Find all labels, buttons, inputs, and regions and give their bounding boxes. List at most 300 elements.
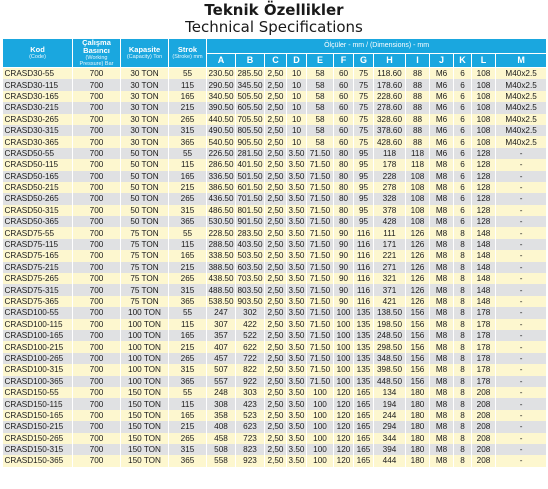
table-cell: 2,50 xyxy=(265,376,287,387)
table-cell: 135 xyxy=(354,319,374,330)
table-cell: 2,50 xyxy=(265,148,287,159)
table-cell: 88 xyxy=(406,68,430,80)
header-dimensions: Ölçüler - mm / (Dimensions) - mm xyxy=(207,39,547,54)
table-cell: 3.50 xyxy=(287,341,307,352)
table-cell: 2,50 xyxy=(265,421,287,432)
table-cell: 71.50 xyxy=(307,216,334,227)
table-cell: 328 xyxy=(374,193,406,204)
table-cell: 55 xyxy=(169,68,207,80)
table-cell: 2,50 xyxy=(265,364,287,375)
table-cell: 150 TON xyxy=(121,387,169,398)
table-cell: 6 xyxy=(454,68,472,80)
table-cell: 436.50 xyxy=(208,194,234,204)
table-cell: 3.50 xyxy=(287,193,307,204)
table-cell: 90 xyxy=(334,227,354,238)
table-cell: 365 xyxy=(169,455,207,466)
table-cell: 444 xyxy=(374,455,406,466)
table-cell: M8 xyxy=(430,284,454,295)
cell-code: CRASD75-265 xyxy=(3,273,73,284)
table-cell: 75 xyxy=(354,79,374,90)
table-cell: 128 xyxy=(472,205,496,216)
header-dim-letter: C xyxy=(265,54,287,68)
table-cell: 165 xyxy=(354,455,374,466)
table-cell: 8 xyxy=(454,364,472,375)
table-cell: 80 xyxy=(334,148,354,159)
table-cell: M8 xyxy=(430,307,454,318)
table-cell: 2,50 xyxy=(265,444,287,455)
table-cell: 194 xyxy=(374,398,406,409)
table-cell: 226.50 xyxy=(208,148,234,158)
table-cell: 2,50 xyxy=(265,341,287,352)
table-cell: 8 xyxy=(454,398,472,409)
table-cell: - xyxy=(496,341,547,352)
table-cell: 108 xyxy=(472,125,496,136)
table-row xyxy=(3,239,547,250)
table-cell: M8 xyxy=(430,171,454,182)
table-cell: 486.50 xyxy=(208,205,234,215)
table-cell: 180 xyxy=(406,410,430,421)
table-cell: 703.50 xyxy=(237,274,263,284)
table-cell: - xyxy=(496,387,547,398)
header-dim-letter: F xyxy=(334,54,354,68)
table-cell: 281.50 xyxy=(237,148,263,158)
table-cell: 700 xyxy=(73,376,121,387)
table-cell: 428 xyxy=(374,216,406,227)
table-cell: 623 xyxy=(236,421,265,432)
table-row xyxy=(3,262,547,273)
table-cell: 116 xyxy=(354,227,374,238)
table-cell: 265 xyxy=(169,353,207,364)
table-cell: 71.50 xyxy=(307,159,334,170)
table-cell: 700 xyxy=(73,433,121,444)
table-cell: 100 TON xyxy=(121,341,169,352)
table-cell: 178 xyxy=(472,330,496,341)
table-cell: M8 xyxy=(430,444,454,455)
table-cell: 3.50 xyxy=(287,262,307,273)
table-cell: - xyxy=(496,171,547,182)
table-cell: 148 xyxy=(472,296,496,307)
table-cell: 2,50 xyxy=(265,182,287,193)
table-row xyxy=(3,353,547,364)
table-cell: M40x2.5 xyxy=(496,68,547,80)
table-cell: 2,50 xyxy=(265,68,287,80)
table-cell: 700 xyxy=(73,262,121,273)
cell-code: CRASD50-365 xyxy=(3,216,73,227)
header-dim-letter: E xyxy=(307,54,334,68)
table-cell: 338.50 xyxy=(208,251,234,261)
header-dim-letter: L xyxy=(472,54,496,68)
table-cell: 156 xyxy=(406,341,430,352)
table-cell: 345.50 xyxy=(237,80,263,90)
table-cell: M40x2.5 xyxy=(496,102,547,113)
table-cell: 75 TON xyxy=(121,239,169,250)
table-cell: 700 xyxy=(73,114,121,125)
header-dim-letter: J xyxy=(430,54,454,68)
table-cell: 88 xyxy=(406,125,430,136)
table-cell: M8 xyxy=(430,262,454,273)
table-cell: 247 xyxy=(207,307,236,318)
table-cell: 180 xyxy=(406,433,430,444)
table-cell: 100 TON xyxy=(121,353,169,364)
table-cell: 148 xyxy=(472,227,496,238)
table-row xyxy=(3,273,547,284)
table-cell: 156 xyxy=(406,319,430,330)
table-cell: 6 xyxy=(454,79,472,90)
table-cell: 523 xyxy=(236,410,265,421)
table-cell: 348.50 xyxy=(374,353,406,364)
table-cell: M8 xyxy=(430,455,454,466)
table-cell: 156 xyxy=(406,353,430,364)
table-cell: 50 TON xyxy=(121,216,169,227)
table-cell: 100 TON xyxy=(121,376,169,387)
table-cell: 2,50 xyxy=(265,319,287,330)
table-cell: 180 xyxy=(406,421,430,432)
table-cell: 208 xyxy=(472,455,496,466)
table-cell: 116 xyxy=(354,284,374,295)
table-cell: 923 xyxy=(236,455,265,466)
table-cell: 6 xyxy=(454,182,472,193)
table-cell: M8 xyxy=(430,410,454,421)
table-cell: 55 xyxy=(169,227,207,238)
table-cell: 538.50 xyxy=(208,297,234,306)
table-cell: 100 xyxy=(307,444,334,455)
table-cell: 700 xyxy=(73,205,121,216)
table-cell: 60 xyxy=(334,68,354,80)
table-cell: 2,50 xyxy=(265,193,287,204)
table-cell: 2,50 xyxy=(265,114,287,125)
table-row xyxy=(3,136,547,147)
table-row xyxy=(3,364,547,375)
cell-code: CRASD50-315 xyxy=(3,205,73,216)
table-cell: 700 xyxy=(73,421,121,432)
table-cell: M6 xyxy=(430,68,454,80)
table-cell: 115 xyxy=(169,319,207,330)
table-cell: 388.50 xyxy=(208,262,234,272)
table-cell: 126 xyxy=(406,262,430,273)
table-row xyxy=(3,171,547,182)
table-cell: M8 xyxy=(430,319,454,330)
table-cell: 80 xyxy=(334,182,354,193)
table-cell: M40x2.5 xyxy=(496,91,547,102)
table-cell: 315 xyxy=(169,125,207,136)
table-cell: - xyxy=(496,444,547,455)
table-cell: 71.50 xyxy=(307,330,334,341)
table-cell: 71.50 xyxy=(307,341,334,352)
table-cell: 88 xyxy=(406,102,430,113)
table-cell: 215 xyxy=(169,102,207,113)
table-cell: 55 xyxy=(169,387,207,398)
table-cell: 328.60 xyxy=(374,114,406,125)
table-cell: 501.50 xyxy=(237,171,263,181)
table-cell: 95 xyxy=(354,148,374,159)
table-cell: 126 xyxy=(406,239,430,250)
table-cell: 100 xyxy=(334,330,354,341)
table-cell: 357 xyxy=(207,330,236,341)
table-cell: 108 xyxy=(472,68,496,80)
table-cell: 8 xyxy=(454,250,472,261)
table-cell: 6 xyxy=(454,136,472,147)
table-cell: 71.50 xyxy=(307,250,334,261)
table-row xyxy=(3,330,547,341)
table-cell: 540.50 xyxy=(208,137,234,147)
table-cell: 71.50 xyxy=(307,148,334,159)
cell-code: CRASD30-165 xyxy=(3,91,73,102)
table-cell: 126 xyxy=(406,296,430,307)
table-cell: 403.50 xyxy=(237,240,263,250)
table-cell: 244 xyxy=(374,410,406,421)
table-cell: 302 xyxy=(236,307,265,318)
table-cell: 605.50 xyxy=(237,103,263,113)
table-cell: 228.50 xyxy=(208,228,234,238)
table-cell: 90 xyxy=(334,239,354,250)
table-cell: 100 xyxy=(307,421,334,432)
table-cell: 215 xyxy=(169,421,207,432)
table-cell: 700 xyxy=(73,398,121,409)
table-cell: 50 TON xyxy=(121,171,169,182)
table-cell: 365 xyxy=(169,376,207,387)
table-cell: M8 xyxy=(430,216,454,227)
table-cell: 120 xyxy=(334,387,354,398)
table-cell: - xyxy=(496,205,547,216)
table-cell: 88 xyxy=(406,91,430,102)
table-cell: 3.50 xyxy=(287,227,307,238)
table-cell: 3.50 xyxy=(287,148,307,159)
table-cell: 135 xyxy=(354,376,374,387)
table-cell: 407 xyxy=(207,341,236,352)
table-cell: 700 xyxy=(73,273,121,284)
table-cell: 58 xyxy=(307,79,334,90)
cell-code: CRASD100-115 xyxy=(3,319,73,330)
title-block xyxy=(0,0,548,38)
table-row xyxy=(3,148,547,159)
table-row xyxy=(3,216,547,227)
table-cell: 705.50 xyxy=(237,114,263,124)
cell-code: CRASD100-315 xyxy=(3,364,73,375)
table-cell: 265 xyxy=(169,114,207,125)
table-cell: 150 TON xyxy=(121,398,169,409)
table-cell: 530.50 xyxy=(208,217,234,227)
table-cell: 115 xyxy=(169,398,207,409)
table-cell: 75 TON xyxy=(121,250,169,261)
table-cell: 10 xyxy=(287,114,307,125)
table-cell: 178 xyxy=(472,307,496,318)
table-cell: 80 xyxy=(334,193,354,204)
table-cell: 6 xyxy=(454,114,472,125)
table-cell: 215 xyxy=(169,341,207,352)
table-cell: 390.50 xyxy=(208,103,234,113)
table-row xyxy=(3,433,547,444)
table-cell: - xyxy=(496,364,547,375)
header-pressure: Çalışma Basıncı (Working Pressure) Bar xyxy=(73,39,121,68)
table-row xyxy=(3,376,547,387)
table-row xyxy=(3,227,547,238)
table-cell: 3.50 xyxy=(287,250,307,261)
table-cell: 135 xyxy=(354,364,374,375)
table-row xyxy=(3,284,547,295)
table-cell: 71.50 xyxy=(307,227,334,238)
table-cell: 2,50 xyxy=(265,330,287,341)
table-row xyxy=(3,398,547,409)
table-cell: 208 xyxy=(472,387,496,398)
table-cell: 490.50 xyxy=(208,126,234,136)
table-cell: 10 xyxy=(287,136,307,147)
table-cell: M8 xyxy=(430,421,454,432)
table-cell: 75 xyxy=(354,114,374,125)
table-row xyxy=(3,79,547,90)
cell-code: CRASD150-165 xyxy=(3,410,73,421)
table-cell: 71.50 xyxy=(307,284,334,295)
table-cell: 118 xyxy=(374,148,406,159)
table-cell: 128 xyxy=(472,193,496,204)
table-cell: 165 xyxy=(354,398,374,409)
table-cell: 88 xyxy=(406,136,430,147)
table-cell: 115 xyxy=(169,239,207,250)
table-cell: 228 xyxy=(374,171,406,182)
table-cell: 100 xyxy=(307,398,334,409)
table-cell: 10 xyxy=(287,68,307,80)
cell-code: CRASD30-215 xyxy=(3,102,73,113)
table-cell: 3.50 xyxy=(287,433,307,444)
table-row xyxy=(3,319,547,330)
table-cell: M6 xyxy=(430,79,454,90)
table-cell: 700 xyxy=(73,455,121,466)
table-cell: 30 TON xyxy=(121,125,169,136)
table-row xyxy=(3,250,547,261)
table-cell: 148 xyxy=(472,284,496,295)
table-cell: 308 xyxy=(207,398,236,409)
table-cell: 118 xyxy=(406,159,430,170)
table-cell: 6 xyxy=(454,91,472,102)
table-cell: 156 xyxy=(406,364,430,375)
table-cell: 2,50 xyxy=(265,387,287,398)
table-cell: 700 xyxy=(73,102,121,113)
cell-code: CRASD75-165 xyxy=(3,250,73,261)
table-cell: 303 xyxy=(236,387,265,398)
table-cell: - xyxy=(496,296,547,307)
table-cell: 8 xyxy=(454,353,472,364)
table-cell: 128 xyxy=(472,171,496,182)
table-cell: 30 TON xyxy=(121,114,169,125)
table-cell: 75 xyxy=(354,91,374,102)
table-cell: 126 xyxy=(406,250,430,261)
cell-code: CRASD100-165 xyxy=(3,330,73,341)
table-cell: 558 xyxy=(207,455,236,466)
table-cell: 60 xyxy=(334,125,354,136)
table-cell: 700 xyxy=(73,319,121,330)
table-cell: 344 xyxy=(374,433,406,444)
table-row xyxy=(3,296,547,307)
table-row xyxy=(3,410,547,421)
table-cell: 3.50 xyxy=(287,159,307,170)
table-cell: M8 xyxy=(430,182,454,193)
table-cell: - xyxy=(496,284,547,295)
table-cell: 71.50 xyxy=(307,262,334,273)
table-cell: 120 xyxy=(334,433,354,444)
table-cell: M6 xyxy=(430,114,454,125)
table-cell: 8 xyxy=(454,387,472,398)
table-cell: 71.50 xyxy=(307,205,334,216)
table-cell: 10 xyxy=(287,91,307,102)
table-cell: 180 xyxy=(406,398,430,409)
table-cell: 100 TON xyxy=(121,364,169,375)
table-cell: 8 xyxy=(454,262,472,273)
table-cell: 3.50 xyxy=(287,353,307,364)
table-cell: 801.50 xyxy=(237,205,263,215)
table-cell: 100 TON xyxy=(121,307,169,318)
table-cell: 148 xyxy=(472,250,496,261)
table-cell: 283.50 xyxy=(237,228,263,238)
table-cell: 118.60 xyxy=(374,68,406,80)
table-cell: 557 xyxy=(207,376,236,387)
cell-code: CRASD50-215 xyxy=(3,182,73,193)
table-cell: 156 xyxy=(406,307,430,318)
table-cell: 180 xyxy=(406,387,430,398)
table-cell: 126 xyxy=(406,284,430,295)
table-cell: 6 xyxy=(454,193,472,204)
table-cell: 622 xyxy=(236,341,265,352)
table-cell: 285.50 xyxy=(237,69,263,79)
table-cell: 150 TON xyxy=(121,410,169,421)
table-cell: 2,50 xyxy=(265,273,287,284)
table-cell: 8 xyxy=(454,284,472,295)
table-cell: 340.50 xyxy=(208,91,234,101)
table-cell: 150 TON xyxy=(121,433,169,444)
table-cell: 2,50 xyxy=(265,171,287,182)
table-cell: 6 xyxy=(454,148,472,159)
table-cell: 134 xyxy=(374,387,406,398)
table-cell: 95 xyxy=(354,216,374,227)
table-cell: 700 xyxy=(73,296,121,307)
table-cell: 278.60 xyxy=(374,102,406,113)
table-cell: 700 xyxy=(73,330,121,341)
table-cell: 178 xyxy=(472,376,496,387)
table-cell: 128 xyxy=(472,216,496,227)
table-cell: 138.50 xyxy=(374,307,406,318)
table-cell: 722 xyxy=(236,353,265,364)
table-cell: 265 xyxy=(169,433,207,444)
table-cell: 71.50 xyxy=(307,296,334,307)
table-cell: 60 xyxy=(334,91,354,102)
table-cell: 6 xyxy=(454,125,472,136)
table-cell: 148 xyxy=(472,273,496,284)
table-row xyxy=(3,205,547,216)
cell-code: CRASD30-265 xyxy=(3,114,73,125)
table-cell: 60 xyxy=(334,102,354,113)
table-cell: 71.50 xyxy=(307,182,334,193)
table-cell: 286.50 xyxy=(208,160,234,170)
table-cell: 100 xyxy=(334,319,354,330)
table-cell: 2,50 xyxy=(265,227,287,238)
table-row xyxy=(3,114,547,125)
table-cell: 2,50 xyxy=(265,398,287,409)
table-cell: 120 xyxy=(334,444,354,455)
table-cell: M8 xyxy=(430,159,454,170)
table-cell: 148 xyxy=(472,262,496,273)
table-cell: 408 xyxy=(207,421,236,432)
table-cell: 108 xyxy=(406,205,430,216)
table-cell: 75 TON xyxy=(121,296,169,307)
table-cell: 365 xyxy=(169,136,207,147)
table-cell: 321 xyxy=(374,273,406,284)
table-cell: 336.50 xyxy=(208,171,234,181)
table-cell: 50 TON xyxy=(121,148,169,159)
table-cell: 108 xyxy=(472,79,496,90)
header-dim-letter: I xyxy=(406,54,430,68)
table-cell: 120 xyxy=(334,398,354,409)
table-cell: 700 xyxy=(73,307,121,318)
page-subtitle: Technical Specifications xyxy=(185,18,363,36)
table-cell: - xyxy=(496,421,547,432)
